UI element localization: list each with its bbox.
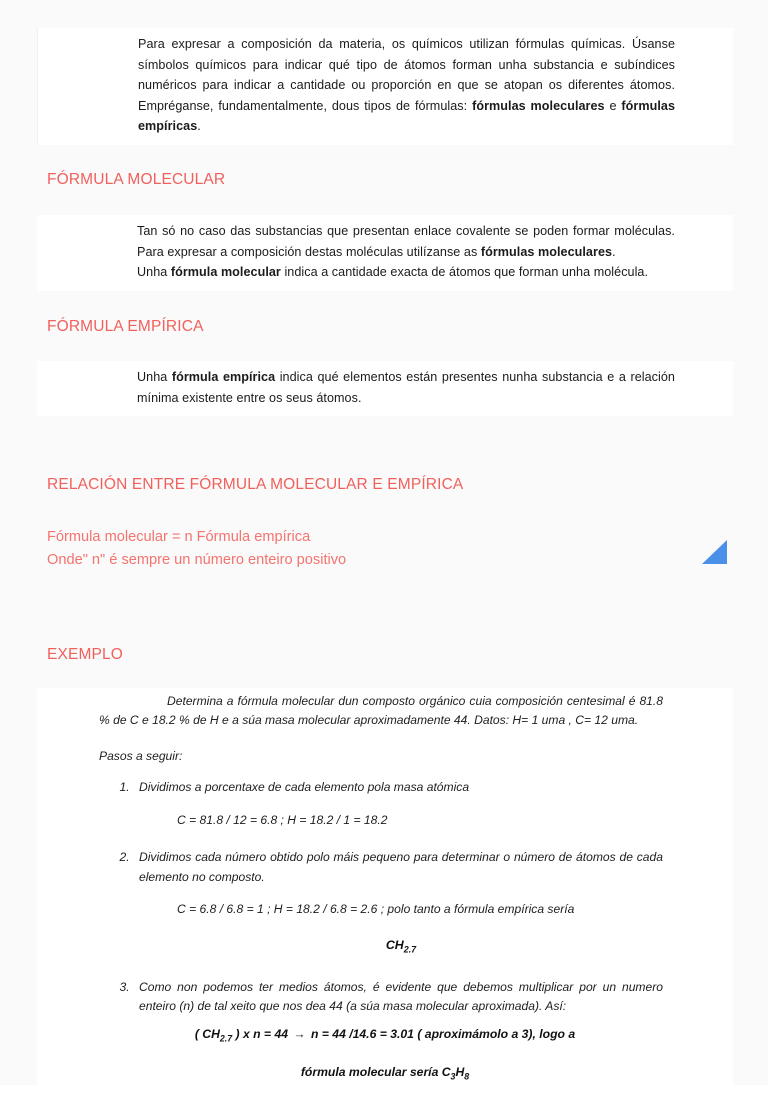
intro-text: Para expresar a composición da materia, os químicos utilizan fórmulas químicas. Úsanse símbolos químicos para indicar qué tipo de átomos forman unha substancia e subíndices numéricos para indicar a cantidade ou proporción en que se atopan os diferentes átomos. Empréganse, fundamentalmente, dous tipos de fórmulas: [138,37,675,113]
fe-bold: fórmula empírica [171,370,276,385]
conclusion-sub-h: 8 [464,1071,470,1082]
eq3-post: n = 44 /14.6 = 3.01 ( aproximámolo a 3), logo a [307,1026,576,1041]
formula-molecular-paragraph-2 [137,262,675,283]
fm-p1-bold: fórmulas moleculares [480,244,613,259]
eq3-subscript: 2.7 [219,1033,233,1044]
example-steps-list [99,778,663,1016]
step-3-equation [37,1027,733,1043]
step-2-text: 2. Dividimos cada número obtido polo máis pequeno para determinar o número de átomos de cada elemento no composto. [139,850,663,884]
conclusion-mid: H [455,1065,465,1080]
relation-line-2: Onde" n" é sempre un número enteiro positivo [47,552,347,569]
fm-p2-text-a: Unha [137,265,171,280]
intro-period: . [197,119,201,133]
intro-bold-empiricas: fórmulas empíricas [138,98,676,133]
relation-formula-lines [37,518,733,586]
example-statement: Determina a fórmula molecular dun composto orgánico cuia composición centesimal é 81.8 % de C e 18.2 % de H e a súa masa molecular aproximadamente 44. Datos: H= 1 uma , C= 12 uma. [99,693,663,728]
intro-block [37,28,733,145]
intro-paragraph [138,34,675,137]
final-molecular-formula [37,1065,733,1081]
formula-empirica-paragraph [137,367,675,408]
intro-bold-moleculares: fórmulas moleculares [472,98,605,113]
eq3-pre: ( CH [194,1026,220,1041]
formula-ch-subscript: 2.7 [403,944,417,955]
section-spacer [37,416,733,450]
intro-conjunction: e [604,98,622,113]
fm-p2-text-b: indica a cantidade exacta de átomos que forman unha molécula. [280,265,649,280]
document-content-card [37,28,733,1096]
triangle-marker-icon [702,540,727,564]
heading-relacion: RELACIÓN ENTRE FÓRMULA MOLECULAR E EMPÍRICA [37,463,733,505]
step-item-2 [133,848,663,959]
conclusion-sub-c: 3 [450,1071,456,1082]
example-block [37,688,733,1096]
fe-text-a: Unha [137,370,172,385]
heading-exemplo: EXEMPLO [37,633,733,675]
step-2-empirical-formula [139,936,663,960]
formula-molecular-block [37,215,733,291]
formula-molecular-paragraph-1 [137,221,675,262]
step-item-1 [133,778,663,830]
formula-empirica-block [37,361,733,416]
relation-line-1: Fórmula molecular = n Fórmula empírica [47,529,311,546]
step-3-text: 3. Como non podemos ter medios átomos, é evidente que debemos multiplicar por un numero enteiro (n) de tal xeito que nos dea 44 (a súa masa molecular aproximada). Así: [139,979,663,1014]
fm-p1-text-b: . [612,244,616,259]
right-arrow-icon: → [293,1026,306,1041]
formula-ch: CH [385,937,404,952]
fe-text-b: indica qué elementos están presentes nunha substancia e a relación mínima existente entre os seus átomos. [137,370,675,405]
step-1-text: 1. Dividimos a porcentaxe de cada elemento pola masa atómica [139,780,470,795]
fm-p2-bold: fórmula molecular [170,265,281,280]
example-spacer [37,586,733,620]
fm-p1-text-a: Tan só no caso das substancias que presentan enlace covalente se poden formar moléculas. Para expresar a composición destas moléculas utilízanse as [137,224,675,259]
eq3-mid: ) x n = 44 [232,1026,292,1041]
step-2-equation: C = 6.8 / 6.8 = 1 ; H = 18.2 / 6.8 = 2.6 ; polo tanto a fórmula empírica sería [177,902,575,917]
conclusion-pre: fórmula molecular sería C [300,1065,451,1080]
heading-formula-molecular: FÓRMULA MOLECULAR [37,157,733,202]
step-1-equation: C = 81.8 / 12 = 6.8 ; H = 18.2 / 1 = 18.2 [177,812,388,827]
step-item-3 [133,978,663,1017]
example-steps-label: Pasos a seguir: [99,748,183,763]
heading-formula-empirica: FÓRMULA EMPÍRICA [37,304,733,349]
